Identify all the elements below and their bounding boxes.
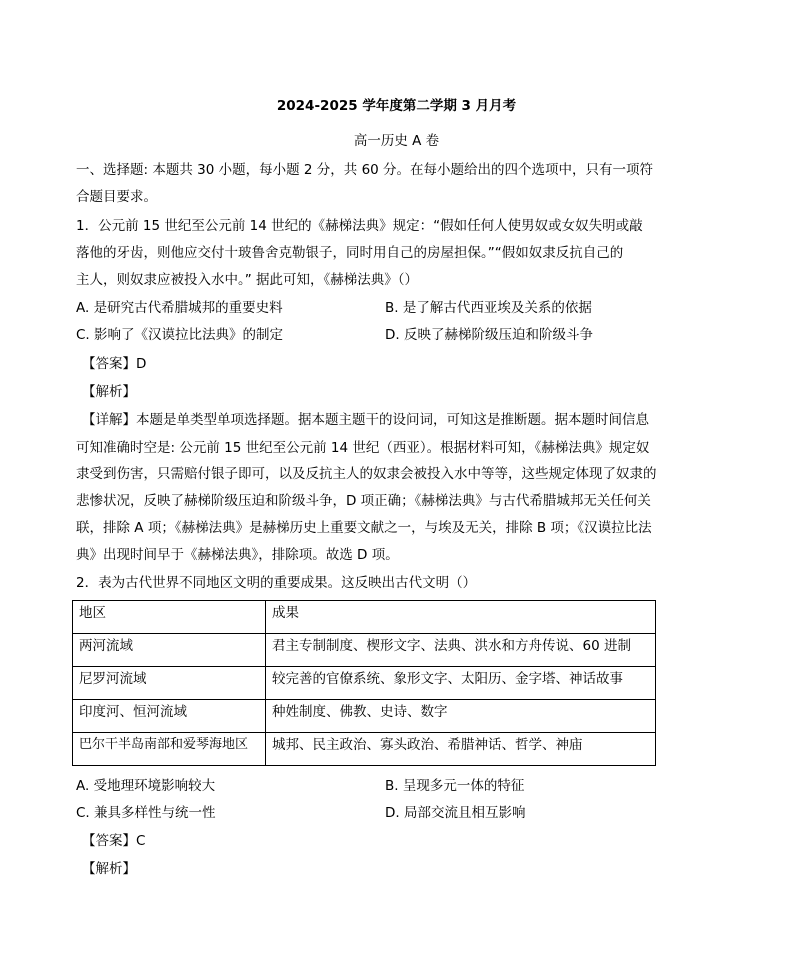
table-row — [73, 634, 656, 667]
q1-option-a: A. 是研究古代希腊城邦的重要史料 — [76, 300, 283, 316]
table-header-cell: 地区 — [73, 601, 266, 634]
table-cell-region: 尼罗河流域 — [73, 667, 266, 700]
table-row — [73, 733, 656, 766]
q2-answer: 【答案】C — [82, 833, 146, 849]
table-cell-achievement: 种姓制度、佛教、史诗、数字 — [266, 700, 656, 733]
q1-stem-line2: 落他的牙齿，则他应交付十玻鲁舍克勒银子，同时用自己的房屋担保。”“假如奴隶反抗自己的 — [76, 245, 624, 261]
q1-option-b: B. 是了解古代西亚埃及关系的依据 — [385, 300, 592, 316]
q2-option-c: C. 兼具多样性与统一性 — [76, 805, 216, 821]
q1-detail-line5: 联，排除 A 项；《赫梯法典》是赫梯历史上重要文献之一，与埃及无关，排除 B 项；《汉谟拉比法 — [76, 520, 652, 536]
q2-analysis-label: 【解析】 — [82, 861, 136, 877]
table-cell-region: 印度河、恒河流域 — [73, 700, 266, 733]
table-header-row — [73, 601, 656, 634]
q2-option-d: D. 局部交流且相互影响 — [385, 805, 526, 821]
table-row — [73, 700, 656, 733]
table-cell-region: 两河流域 — [73, 634, 266, 667]
section-instruction-line2: 合题目要求。 — [76, 189, 157, 205]
table-row — [73, 667, 656, 700]
q1-option-c: C. 影响了《汉谟拉比法典》的制定 — [76, 327, 284, 343]
q1-stem-line1: 1．公元前 15 世纪至公元前 14 世纪的《赫梯法典》规定：“假如任何人使男奴或女奴失明或敲 — [76, 218, 643, 234]
q2-stem: 2．表为古代世界不同地区文明的重要成果。这反映出古代文明（） — [76, 575, 477, 591]
q1-stem-line3: 主人，则奴隶应被投入水中。” 据此可知，《赫梯法典》（） — [76, 272, 419, 288]
q2-option-b: B. 呈现多元一体的特征 — [385, 778, 525, 794]
q2-option-a: A. 受地理环境影响较大 — [76, 778, 216, 794]
q1-detail-line3: 隶受到伤害，只需赔付银子即可，以及反抗主人的奴隶会被投入水中等等，这些规定体现了奴隶的 — [76, 466, 657, 482]
table-cell-region: 巴尔干半岛南部和爱琴海地区 — [73, 733, 266, 766]
exam-title: 2024-2025 学年度第二学期 3 月月考 — [276, 98, 517, 114]
q1-detail-line1: 【详解】本题是单类型单项选择题。据本题主题干的设问词，可知这是推断题。据本题时间信息 — [82, 412, 649, 428]
q1-analysis-label: 【解析】 — [82, 384, 136, 400]
table-cell-achievement: 较完善的官僚系统、象形文字、太阳历、金字塔、神话故事 — [266, 667, 656, 700]
q1-detail-line6: 典》出现时间早于《赫梯法典》，排除项。故选 D 项。 — [76, 547, 399, 563]
table-cell-achievement: 城邦、民主政治、寡头政治、希腊神话、哲学、神庙 — [266, 733, 656, 766]
table-header-cell: 成果 — [266, 601, 656, 634]
civilization-table — [72, 600, 656, 766]
table-cell-achievement: 君主专制制度、楔形文字、法典、洪水和方舟传说、60 进制 — [266, 634, 656, 667]
q1-answer: 【答案】D — [82, 356, 147, 372]
exam-subtitle: 高一历史 A 卷 — [353, 133, 440, 149]
q1-detail-line4: 悲惨状况，反映了赫梯阶级压迫和阶级斗争，D 项正确；《赫梯法典》与古代希腊城邦无关任何关 — [76, 493, 651, 509]
section-instruction-line1: 一、选择题: 本题共 30 小题，每小题 2 分，共 60 分。在每小题给出的四个选项中，只有一项符 — [76, 162, 654, 178]
q1-detail-line2: 可知准确时空是: 公元前 15 世纪至公元前 14 世纪（西亚）。根据材料可知，《赫梯法典》规定奴 — [76, 440, 650, 456]
q1-option-d: D. 反映了赫梯阶级压迫和阶级斗争 — [385, 327, 593, 343]
